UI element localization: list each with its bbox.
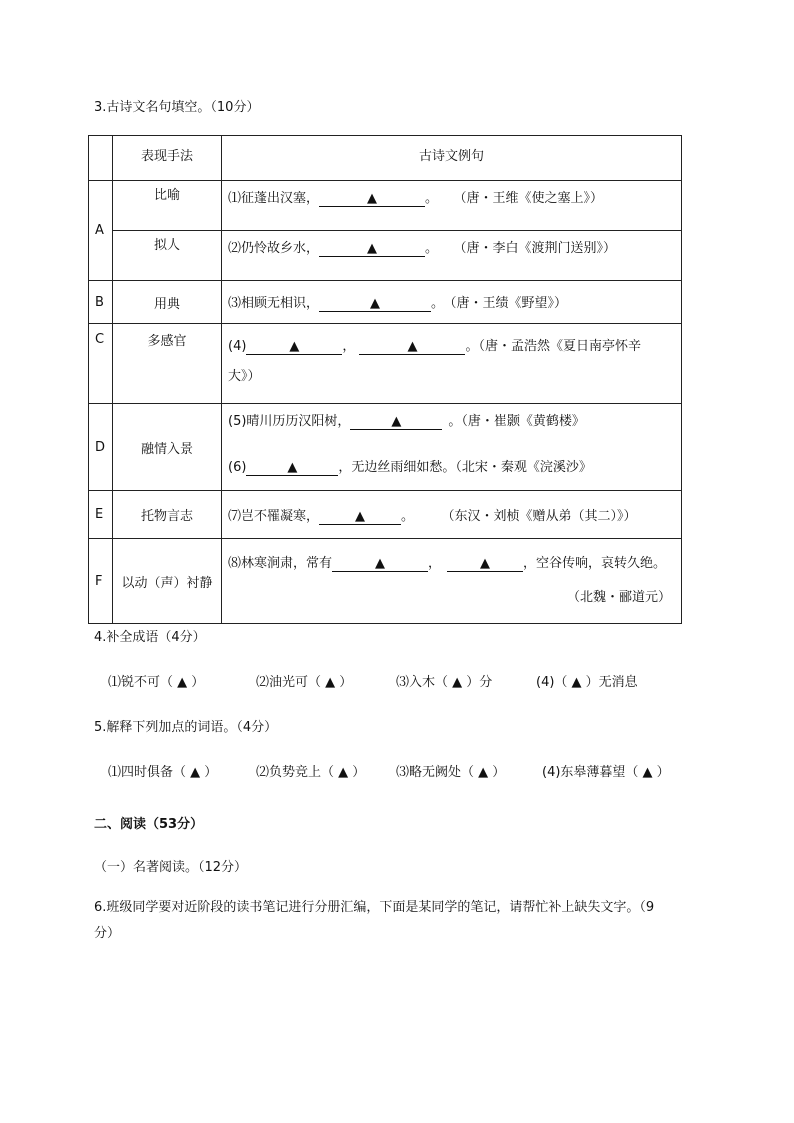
example-text: (5)晴川历历汉阳树，: [228, 414, 351, 429]
idiom-item[interactable]: ⑵油光可（ ▲ ）: [256, 675, 353, 690]
example-2: [222, 231, 682, 281]
word-item[interactable]: ⑶略无阙处（ ▲ ）: [396, 765, 506, 780]
triangle-icon: ▲: [375, 556, 386, 571]
question-3-title: 3.古诗文名句填空。（10分）: [94, 100, 260, 115]
answer-blank[interactable]: [246, 340, 342, 355]
punctuation: 。: [425, 191, 439, 206]
punctuation: 。: [425, 241, 439, 256]
question-4-title: 4.补全成语（4分）: [94, 630, 206, 645]
technique-multisensory: 多感官: [113, 324, 222, 404]
triangle-icon: ▲: [391, 414, 402, 429]
section-2-heading: 二、阅读（53分）: [94, 817, 204, 832]
example-text: ⑶相顾无相识，: [228, 296, 320, 311]
triangle-icon: ▲: [370, 296, 381, 311]
row-label-d: D: [89, 404, 113, 491]
header-examples: 古诗文例句: [222, 136, 682, 181]
source-citation: （唐・王绩《野望》）: [450, 296, 568, 311]
technique-motion-silence: 以动（声）衬静: [113, 539, 222, 624]
triangle-icon: ▲: [367, 241, 378, 256]
answer-blank[interactable]: [332, 557, 428, 572]
triangle-icon: ▲: [480, 556, 491, 571]
technique-allusion: 用典: [113, 281, 222, 324]
example-text: ⑵仍怜故乡水，: [228, 241, 320, 256]
example-text: ⑴征蓬出汉塞，: [228, 191, 320, 206]
header-blank-cell: [89, 136, 113, 181]
header-technique: 表现手法: [113, 136, 222, 181]
example-text: ，空谷传响，哀转久绝。: [523, 556, 667, 571]
technique-metaphor: 比喻: [113, 181, 222, 231]
source-citation: （北魏・郦道元）: [566, 590, 671, 605]
answer-blank[interactable]: [319, 510, 401, 525]
example-4: [222, 324, 682, 404]
example-1: [222, 181, 682, 231]
example-text: ，无边丝雨细如愁。（北宋・秦观《浣溪沙》: [338, 460, 592, 475]
word-item[interactable]: ⑵负势竞上（ ▲ ）: [256, 765, 366, 780]
subsection-heading: （一）名著阅读。（12分）: [94, 860, 248, 875]
punctuation: 。: [431, 296, 445, 311]
source-citation: 。（唐・孟浩然《夏日南亭怀辛: [465, 339, 641, 354]
question-6-line-1: 6.班级同学要对近阶段的读书笔记进行分册汇编，下面是某同学的笔记，请帮忙补上缺失文字。（9: [94, 900, 655, 915]
technique-object-aspiration: 托物言志: [113, 491, 222, 539]
answer-blank[interactable]: [319, 242, 425, 257]
triangle-icon: ▲: [355, 508, 366, 524]
triangle-icon: ▲: [289, 339, 300, 354]
triangle-icon: ▲: [367, 191, 378, 206]
punctuation: ，: [428, 556, 442, 571]
example-7: [222, 491, 682, 539]
punctuation: ，: [342, 339, 356, 354]
question-6-line-2: 分）: [94, 926, 121, 941]
idiom-item[interactable]: ⑴锐不可（ ▲ ）: [108, 675, 205, 690]
triangle-icon: ▲: [407, 339, 418, 354]
row-label-f: F: [89, 539, 113, 624]
row-label-a: A: [89, 181, 113, 281]
punctuation: 。: [401, 508, 415, 524]
example-text: (4): [228, 339, 247, 354]
triangle-icon: ▲: [287, 460, 298, 475]
question-5-title: 5.解释下列加点的词语。（4分）: [94, 720, 278, 735]
example-text: ⑺岂不罹凝寒，: [228, 508, 320, 524]
source-citation-continued: 大》）: [228, 369, 261, 384]
answer-blank[interactable]: [447, 557, 523, 572]
source-citation: （唐・王维《使之塞上》）: [460, 191, 604, 206]
idiom-item[interactable]: ⑶入木（ ▲ ）分: [396, 675, 493, 690]
source-citation: （东汉・刘桢《赠从弟（其二）》）: [448, 508, 637, 524]
example-text: (6): [228, 460, 247, 475]
source-citation: （唐・李白《渡荆门送别》）: [460, 241, 617, 256]
source-citation: 。（唐・崔颢《黄鹤楼》: [448, 414, 585, 429]
example-3: [222, 281, 682, 324]
answer-blank[interactable]: [319, 297, 431, 312]
answer-blank[interactable]: [319, 192, 425, 207]
row-label-e: E: [89, 491, 113, 539]
answer-blank[interactable]: [350, 415, 442, 430]
example-5-6: [222, 404, 682, 491]
technique-personification: 拟人: [113, 231, 222, 281]
poetry-table: [88, 135, 682, 624]
idiom-item[interactable]: (4)（ ▲ ）无消息: [536, 675, 638, 690]
technique-scene-emotion: 融情入景: [113, 404, 222, 491]
example-8: [222, 539, 682, 624]
row-label-b: B: [89, 281, 113, 324]
answer-blank[interactable]: [359, 340, 465, 355]
answer-blank[interactable]: [246, 461, 338, 476]
example-text: ⑻林寒涧肃，常有: [228, 556, 333, 571]
word-item[interactable]: (4)东皋薄暮望（ ▲ ）: [542, 765, 670, 780]
word-item[interactable]: ⑴四时俱备（ ▲ ）: [108, 765, 218, 780]
row-label-c: C: [89, 324, 113, 404]
